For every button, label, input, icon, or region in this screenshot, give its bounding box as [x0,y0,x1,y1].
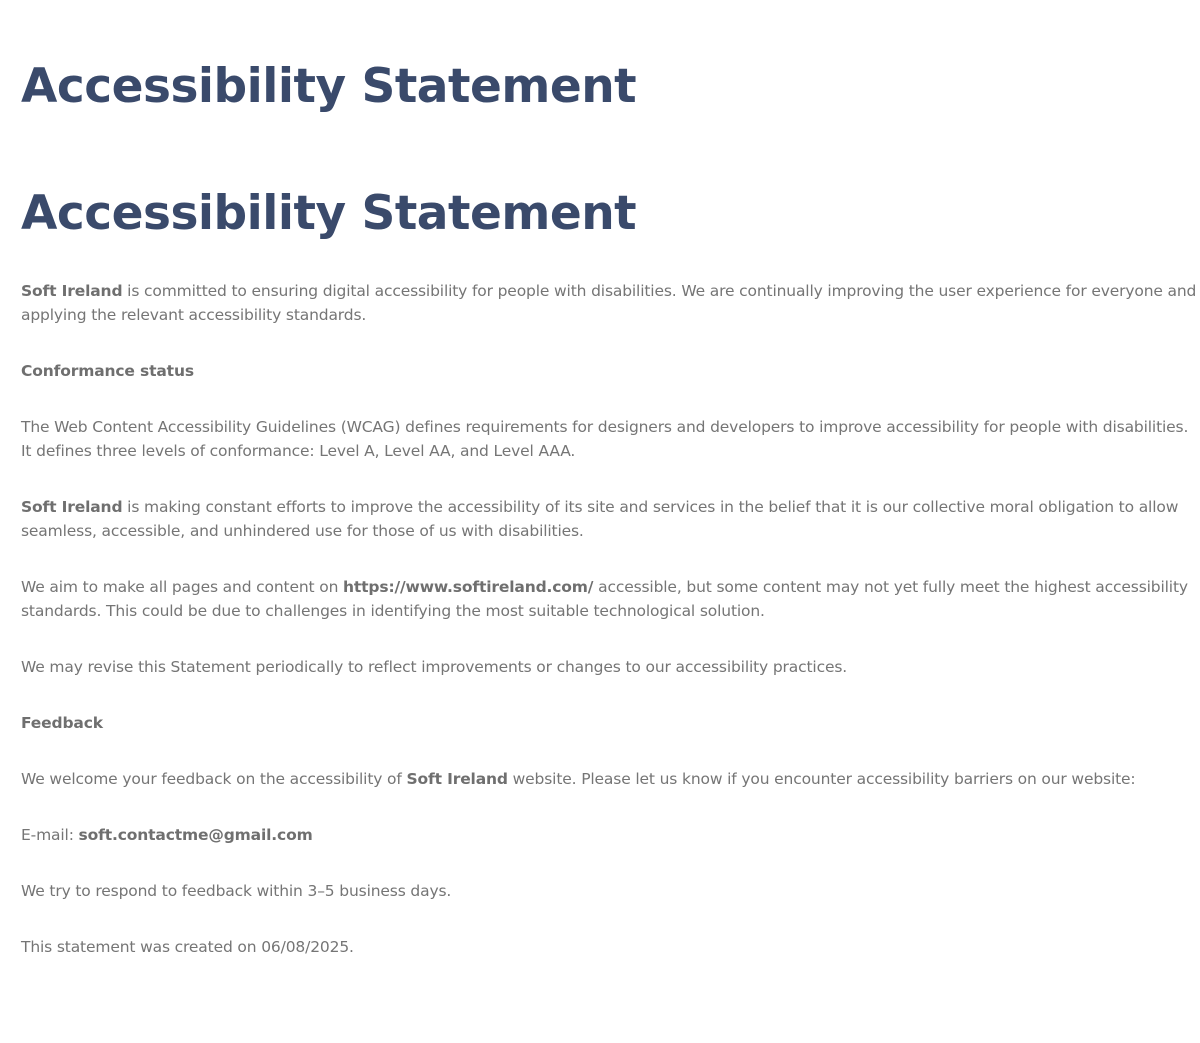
feedback-paragraph: We welcome your feedback on the accessibility of Soft Ireland website. Please let us know if you encounter accessibility barriers on our website: [21,770,1136,788]
aim-paragraph: We aim to make all pages and content on https://www.softireland.com/ accessible, but some content may not yet fully meet the highest accessibility standards. This could be due to challenges in identifying the most suitable technological solution. [21,578,1188,620]
statement-body [21,279,1197,991]
company-name: Soft Ireland [406,770,508,788]
efforts-paragraph: Soft Ireland is making constant efforts to improve the accessibility of its site and services in the belief that it is our collective moral obligation to allow seamless, accessible, and unhindered use for those of us with disabilities. [21,498,1179,540]
email-label: E-mail: [21,826,79,844]
conformance-heading: Conformance status [21,362,194,380]
page-title: Accessibility Statement [21,59,637,114]
wcag-paragraph: The Web Content Accessibility Guidelines (WCAG) defines requirements for designers and developers to improve accessibility for people with disabilities. It defines three levels of conformance: Level A, Level AA, and Level AAA. [21,418,1189,460]
website-url: https://www.softireland.com/ [343,578,594,596]
respond-paragraph: We try to respond to feedback within 3–5 business days. [21,882,452,900]
created-paragraph: This statement was created on 06/08/2025. [21,938,354,956]
statement-title: Accessibility Statement [21,186,637,241]
feedback-heading: Feedback [21,714,103,732]
company-name: Soft Ireland [21,282,123,300]
company-name: Soft Ireland [21,498,123,516]
intro-paragraph [21,279,1197,327]
email-line [21,823,1197,847]
email-address: soft.contactme@gmail.com [78,826,313,844]
revise-paragraph: We may revise this Statement periodically to reflect improvements or changes to our accessibility practices. [21,658,848,676]
intro-text: is committed to ensuring digital accessibility for people with disabilities. We are continually improving the user experience for everyone and applying the relevant accessibility standards. [21,282,1197,324]
